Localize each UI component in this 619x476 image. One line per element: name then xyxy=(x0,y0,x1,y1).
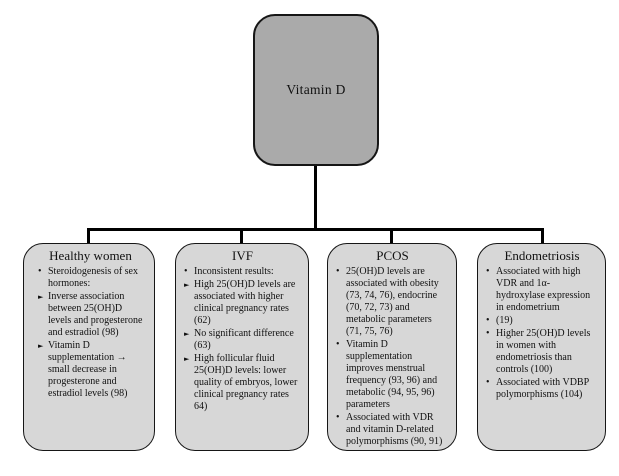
branch-item-list xyxy=(336,266,449,448)
branch-item-list xyxy=(32,266,147,400)
list-item xyxy=(184,328,301,352)
root-box-title: Vitamin D xyxy=(286,82,346,97)
list-item xyxy=(486,266,598,314)
list-item xyxy=(336,339,449,411)
bullet-icon: • xyxy=(486,328,490,339)
bullet-icon: • xyxy=(486,266,490,277)
list-item-text: Inconsistent results: xyxy=(194,266,274,277)
bullet-icon: • xyxy=(38,266,42,277)
list-item-text: Vitamin D supplementation improves menstrual frequency (93, 96) and metabolic (94, 95, 96) parameters xyxy=(346,339,438,410)
list-item-text: Vitamin D supplementation → small decrease in progesterone and estradiol levels (98) xyxy=(48,340,128,399)
list-item xyxy=(38,340,147,400)
list-item-text: High 25(OH)D levels are associated with higher clinical pregnancy rates (62) xyxy=(194,279,296,326)
arrow-icon: ► xyxy=(184,355,190,363)
arrow-icon: ► xyxy=(38,293,44,301)
bullet-icon: • xyxy=(184,266,188,277)
list-item-text: 25(OH)D levels are associated with obesity (73, 74, 76), endocrine (70, 72, 73) and metabolic parameters (71, 75, 76) xyxy=(346,266,439,337)
list-item xyxy=(38,291,147,339)
list-item xyxy=(38,266,147,290)
list-item-text: Steroidogenesis of sex hormones: xyxy=(48,266,138,289)
list-item-text: High follicular fluid 25(OH)D levels: lower quality of embryos, lower clinical pregnancy rates 64) xyxy=(194,353,298,412)
list-item-text: No significant difference (63) xyxy=(194,328,294,351)
list-item xyxy=(184,353,301,413)
root-box-vitamin-d xyxy=(253,14,379,166)
connector-root-vertical xyxy=(314,164,317,230)
list-item xyxy=(486,328,598,376)
branch-box-healthy-women xyxy=(23,243,155,451)
branch-title: PCOS xyxy=(376,248,409,263)
branch-title: Endometriosis xyxy=(504,248,580,263)
list-item-text: Associated with VDBP polymorphisms (104) xyxy=(496,377,589,400)
list-item xyxy=(336,412,449,448)
arrow-icon: ► xyxy=(184,330,190,338)
list-item xyxy=(486,377,598,401)
branch-item-list xyxy=(184,266,301,413)
bullet-icon: • xyxy=(336,266,340,277)
list-item xyxy=(486,315,598,327)
arrow-icon: ► xyxy=(38,342,44,350)
branch-box-endometriosis xyxy=(477,243,606,451)
branch-box-ivf xyxy=(175,243,309,451)
list-item xyxy=(336,266,449,338)
branch-title: Healthy women xyxy=(49,248,132,263)
bullet-icon: • xyxy=(336,339,340,350)
branch-item-list xyxy=(486,266,598,401)
branch-box-pcos xyxy=(327,243,457,451)
arrow-icon: ► xyxy=(184,281,190,289)
branch-title: IVF xyxy=(232,248,253,263)
list-item-text: Inverse association between 25(OH)D levels and progesterone and estradiol (98) xyxy=(48,291,143,338)
list-item-text: Higher 25(OH)D levels in women with endometriosis than controls (100) xyxy=(496,328,591,375)
bullet-icon: • xyxy=(486,315,490,326)
bullet-icon: • xyxy=(486,377,490,388)
list-item-text: Associated with VDR and vitamin D-related polymorphisms (90, 91) xyxy=(346,412,443,447)
connector-horizontal xyxy=(87,228,544,231)
list-item-text: (19) xyxy=(496,315,513,326)
bullet-icon: • xyxy=(336,412,340,423)
list-item xyxy=(184,266,301,278)
list-item-text: Associated with high VDR and 1α-hydroxylase expression in endometrium xyxy=(496,266,591,313)
list-item xyxy=(184,279,301,327)
